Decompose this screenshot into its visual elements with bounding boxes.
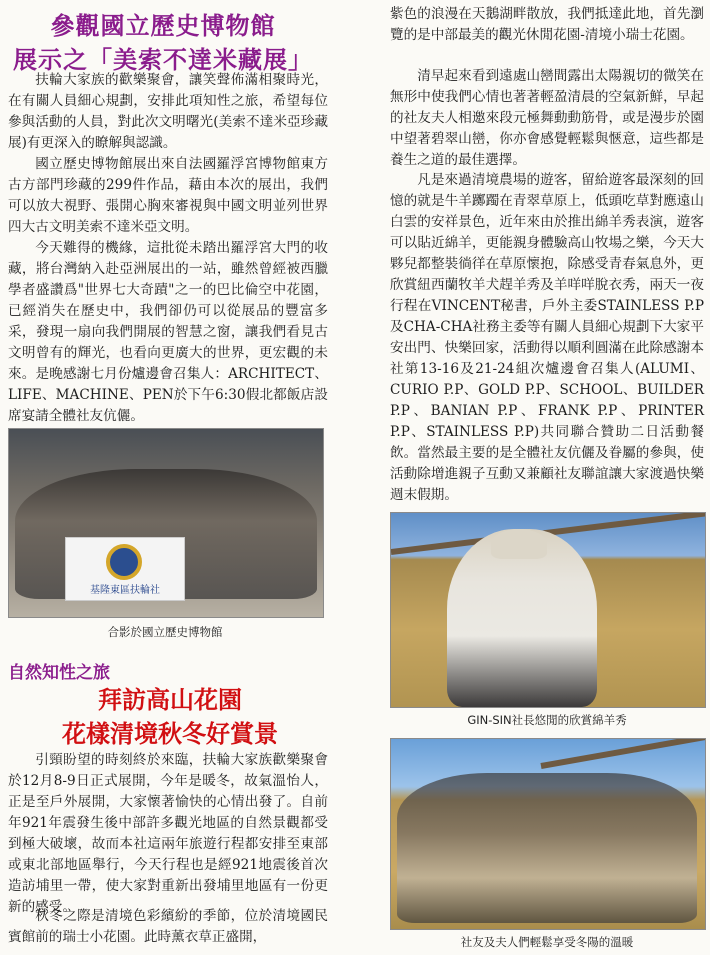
article1-paragraph-1: 扶輪大家族的歡樂聚會，讓笑聲佈滿相聚時光，在有關人員細心規劃，安排此項知性之旅，希望每位參與活動的人員，對此次文明曙光(美索不達米亞珍藏展)有更深入的瞭解與認識。 <box>8 72 328 151</box>
members-group <box>397 773 697 923</box>
president-photo <box>390 512 706 708</box>
banner-text: 基隆東區扶輪社 <box>90 585 160 596</box>
article2-continuation: 紫色的浪漫在天鵝湖畔散放，我們抵達此地，首先瀏覽的是中部最美的觀光休閒花園-清境小瑞士花園。 <box>390 6 704 43</box>
article1-title-line2: 展示之「美索不達米藏展」 <box>13 45 313 74</box>
article2-section-tag: 自然知性之旅 <box>8 663 110 683</box>
members-photo <box>390 738 706 930</box>
photo1-caption: 合影於國立歷史博物館 <box>107 625 223 639</box>
photo3-caption: 社友及夫人們輕鬆享受冬陽的溫暖 <box>460 935 634 949</box>
article2-title-line2: 花樣清境秋冬好賞景 <box>62 719 278 748</box>
rotary-wheel-icon <box>106 544 142 580</box>
hat <box>491 529 547 559</box>
article2-right-paragraph-2: 凡是來過清境農場的遊客，留給遊客最深刻的回憶的就是牛羊躑躅在青翠草原上，低頭吃草對應遠山白雲的安祥景色，近年來由於推出綿羊秀表演，遊客可以貼近綿羊，更能親身體驗高山牧場之樂，今天大夥兒都整裝徜徉在草原懷抱，除感受青春氣息外，更欣賞紐西蘭牧羊犬趕羊秀及羊咩咩脫衣秀，兩天一夜行程在VINCENT秘書，戶外主委STAINLESS P.P及CHA-CHA社務主委等有關人員細心規劃下大家平安出門、快樂回家，活動得以順利圓滿在此除感謝本社第13-16及21-24組次爐邊會召集人(ALUMI、CURIO P.P、GOLD P.P、SCHOOL、BUILDER P.P、BANIAN P.P、FRANK P.P、PRINTER P.P、STAINLESS P.P)共同聯合贊助二日活動餐飲。當然最主要的是全體社友伉儷及眷屬的參與，使活動除增進親子互動又兼顧社友聯誼讓大家渡過快樂週末假期。 <box>390 172 704 503</box>
article2-paragraph-1: 引頸盼望的時刻終於來臨，扶輪大家族歡樂聚會於12月8-9日正式展開，今年是暖冬，故氣溫怡人，正是至戶外展開，大家懷著愉快的心情出發了。自前年921年震發生後中部許多觀光地區的自然景觀都受到極大破壞，故而本社這兩年旅遊行程都安排至東部或東北部地區舉行，今天行程也是經921地震後首次造訪埔里一帶，使大家對重新出發埔里地區有一份更新的感受。 <box>8 752 328 915</box>
article2-paragraph-2: 秋冬之際是清境色彩繽紛的季節，位於清境國民賓館前的瑞士小花園。此時薰衣草正盛開， <box>8 908 328 945</box>
group-photo-museum <box>8 428 324 618</box>
fence-rail <box>540 738 706 769</box>
article2-title-line1: 拜訪高山花園 <box>98 685 242 714</box>
photo2-caption: GIN-SIN社長悠閒的欣賞綿羊秀 <box>467 713 627 727</box>
rotary-banner <box>65 537 185 601</box>
article1-paragraph-3: 今天難得的機緣，這批從未踏出羅浮宮大門的收藏，將台灣納入赴亞洲展出的一站，雖然曾經被西臘學者盛讚爲"世界七大奇蹟"之一的巴比倫空中花園，已經消失在歷史中，我們卻仍可以從展品的豐富多采，發現一扇向我們開展的智慧之窗，讓我們看見古文明曾有的輝光，也看向更廣大的世界，更宏觀的未來。是晚感謝七月份爐邊會召集人：ARCHITECT、LIFE、MACHINE、PEN於下午6:30假北都飯店設席宴請全體社友伉儷。 <box>8 240 328 424</box>
article1-title-line1: 參觀國立歷史博物館 <box>50 11 276 40</box>
article2-right-paragraph-1: 清早起來看到遠處山巒間露出太陽親切的微笑在無形中使我們心情也著著輕盈清晨的空氣新鮮，早起的社友夫人相邀來段元極舞動動筋骨，或是漫步於園中望著碧翠山巒，你亦會感覺輕鬆與愜意，這些都是養生之道的最佳選擇。 <box>390 68 704 168</box>
article1-paragraph-2: 國立歷史博物館展出來自法國羅浮宮博物館東方古方部門珍藏的299件作品，藉由本次的展出，我們可以放大視野、張開心胸來審視與中國文明並列世界四大古文明美索不達米亞文明。 <box>8 156 328 235</box>
